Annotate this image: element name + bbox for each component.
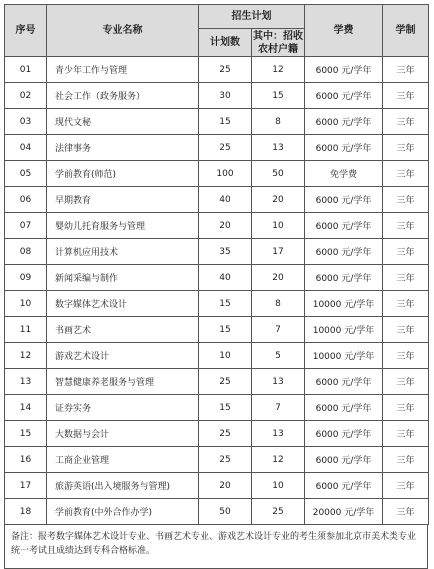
table-row <box>5 395 429 421</box>
cell-seq: 05 <box>5 161 47 187</box>
admission-plan-table <box>4 4 429 525</box>
cell-major: 计算机应用技术 <box>47 239 199 265</box>
cell-major: 现代文秘 <box>47 109 199 135</box>
cell-seq: 17 <box>5 473 47 499</box>
cell-system: 三年 <box>383 317 429 343</box>
cell-plan-count: 20 <box>199 213 252 239</box>
admission-plan-document <box>4 4 428 569</box>
cell-rural: 13 <box>252 135 305 161</box>
cell-plan-count: 25 <box>199 421 252 447</box>
cell-seq: 14 <box>5 395 47 421</box>
cell-plan-count: 25 <box>199 135 252 161</box>
cell-rural: 17 <box>252 239 305 265</box>
cell-rural: 13 <box>252 421 305 447</box>
cell-system: 三年 <box>383 187 429 213</box>
header-plan: 招生计划 <box>199 5 305 29</box>
cell-rural: 25 <box>252 499 305 525</box>
cell-major: 法律事务 <box>47 135 199 161</box>
cell-rural: 5 <box>252 343 305 369</box>
cell-system: 三年 <box>383 265 429 291</box>
cell-major: 游戏艺术设计 <box>47 343 199 369</box>
cell-plan-count: 25 <box>199 57 252 83</box>
cell-seq: 10 <box>5 291 47 317</box>
table-row <box>5 83 429 109</box>
cell-seq: 11 <box>5 317 47 343</box>
header-system: 学制 <box>383 5 429 57</box>
cell-plan-count: 15 <box>199 291 252 317</box>
cell-system: 三年 <box>383 447 429 473</box>
cell-fee: 6000 元/学年 <box>305 421 383 447</box>
cell-major: 旅游英语(出入境服务与管理) <box>47 473 199 499</box>
cell-fee: 20000 元/学年 <box>305 499 383 525</box>
header-major: 专业名称 <box>47 5 199 57</box>
cell-rural: 15 <box>252 83 305 109</box>
table-row <box>5 343 429 369</box>
cell-major: 新闻采编与制作 <box>47 265 199 291</box>
cell-major: 大数据与会计 <box>47 421 199 447</box>
cell-plan-count: 40 <box>199 187 252 213</box>
cell-seq: 08 <box>5 239 47 265</box>
table-row <box>5 135 429 161</box>
cell-major: 证券实务 <box>47 395 199 421</box>
table-row <box>5 109 429 135</box>
cell-major: 书画艺术 <box>47 317 199 343</box>
cell-seq: 09 <box>5 265 47 291</box>
table-row <box>5 369 429 395</box>
table-row <box>5 421 429 447</box>
cell-system: 三年 <box>383 161 429 187</box>
table-row <box>5 213 429 239</box>
cell-fee: 6000 元/学年 <box>305 473 383 499</box>
cell-system: 三年 <box>383 421 429 447</box>
cell-fee: 6000 元/学年 <box>305 239 383 265</box>
cell-system: 三年 <box>383 239 429 265</box>
cell-fee: 6000 元/学年 <box>305 447 383 473</box>
cell-system: 三年 <box>383 499 429 525</box>
cell-fee: 6000 元/学年 <box>305 109 383 135</box>
cell-plan-count: 30 <box>199 83 252 109</box>
cell-rural: 13 <box>252 369 305 395</box>
header-fee: 学费 <box>305 5 383 57</box>
cell-plan-count: 15 <box>199 395 252 421</box>
cell-rural: 7 <box>252 395 305 421</box>
table-row <box>5 317 429 343</box>
cell-major: 学前教育(师范) <box>47 161 199 187</box>
cell-fee: 6000 元/学年 <box>305 135 383 161</box>
cell-seq: 02 <box>5 83 47 109</box>
cell-system: 三年 <box>383 57 429 83</box>
header-seq: 序号 <box>5 5 47 57</box>
cell-plan-count: 25 <box>199 369 252 395</box>
cell-rural: 12 <box>252 57 305 83</box>
table-row <box>5 239 429 265</box>
cell-plan-count: 20 <box>199 473 252 499</box>
cell-fee: 6000 元/学年 <box>305 369 383 395</box>
cell-major: 工商企业管理 <box>47 447 199 473</box>
cell-fee: 6000 元/学年 <box>305 395 383 421</box>
table-row <box>5 473 429 499</box>
cell-plan-count: 15 <box>199 109 252 135</box>
cell-fee: 10000 元/学年 <box>305 291 383 317</box>
cell-system: 三年 <box>383 83 429 109</box>
cell-rural: 8 <box>252 109 305 135</box>
cell-seq: 07 <box>5 213 47 239</box>
cell-plan-count: 25 <box>199 447 252 473</box>
cell-seq: 06 <box>5 187 47 213</box>
cell-seq: 03 <box>5 109 47 135</box>
cell-major: 学前教育(中外合作办学) <box>47 499 199 525</box>
cell-plan-count: 40 <box>199 265 252 291</box>
cell-major: 青少年工作与管理 <box>47 57 199 83</box>
cell-system: 三年 <box>383 473 429 499</box>
cell-fee: 6000 元/学年 <box>305 187 383 213</box>
cell-seq: 13 <box>5 369 47 395</box>
cell-plan-count: 15 <box>199 317 252 343</box>
cell-plan-count: 50 <box>199 499 252 525</box>
cell-system: 三年 <box>383 395 429 421</box>
cell-major: 数字媒体艺术设计 <box>47 291 199 317</box>
cell-seq: 16 <box>5 447 47 473</box>
cell-plan-count: 35 <box>199 239 252 265</box>
cell-seq: 12 <box>5 343 47 369</box>
header-rural: 其中：招收农村户籍 <box>253 30 303 55</box>
cell-fee: 6000 元/学年 <box>305 83 383 109</box>
table-body <box>5 57 429 525</box>
cell-rural: 20 <box>252 187 305 213</box>
cell-system: 三年 <box>383 343 429 369</box>
cell-rural: 50 <box>252 161 305 187</box>
cell-fee: 6000 元/学年 <box>305 213 383 239</box>
cell-plan-count: 100 <box>199 161 252 187</box>
cell-system: 三年 <box>383 369 429 395</box>
table-row <box>5 447 429 473</box>
cell-system: 三年 <box>383 213 429 239</box>
cell-rural: 10 <box>252 473 305 499</box>
cell-fee: 10000 元/学年 <box>305 343 383 369</box>
cell-rural: 20 <box>252 265 305 291</box>
cell-plan-count: 10 <box>199 343 252 369</box>
cell-major: 社会工作（政务服务） <box>47 83 199 109</box>
cell-system: 三年 <box>383 135 429 161</box>
cell-system: 三年 <box>383 109 429 135</box>
cell-seq: 04 <box>5 135 47 161</box>
cell-system: 三年 <box>383 291 429 317</box>
cell-rural: 8 <box>252 291 305 317</box>
table-row <box>5 265 429 291</box>
table-row <box>5 57 429 83</box>
cell-fee: 免学费 <box>305 161 383 187</box>
header-plan-count: 计划数 <box>199 29 252 57</box>
cell-rural: 10 <box>252 213 305 239</box>
cell-rural: 12 <box>252 447 305 473</box>
table-row <box>5 161 429 187</box>
table-row <box>5 291 429 317</box>
cell-major: 早期教育 <box>47 187 199 213</box>
cell-fee: 6000 元/学年 <box>305 57 383 83</box>
cell-fee: 6000 元/学年 <box>305 265 383 291</box>
table-row <box>5 499 429 525</box>
cell-seq: 01 <box>5 57 47 83</box>
cell-seq: 15 <box>5 421 47 447</box>
footnote: 备注：报考数字媒体艺术设计专业、书画艺术专业、游戏艺术设计专业的考生须参加北京市美术类专业统一考试且成绩达到专科合格标准。 <box>4 525 428 569</box>
cell-major: 婴幼儿托育服务与管理 <box>47 213 199 239</box>
cell-rural: 7 <box>252 317 305 343</box>
table-row <box>5 187 429 213</box>
cell-fee: 10000 元/学年 <box>305 317 383 343</box>
cell-major: 智慧健康养老服务与管理 <box>47 369 199 395</box>
cell-seq: 18 <box>5 499 47 525</box>
